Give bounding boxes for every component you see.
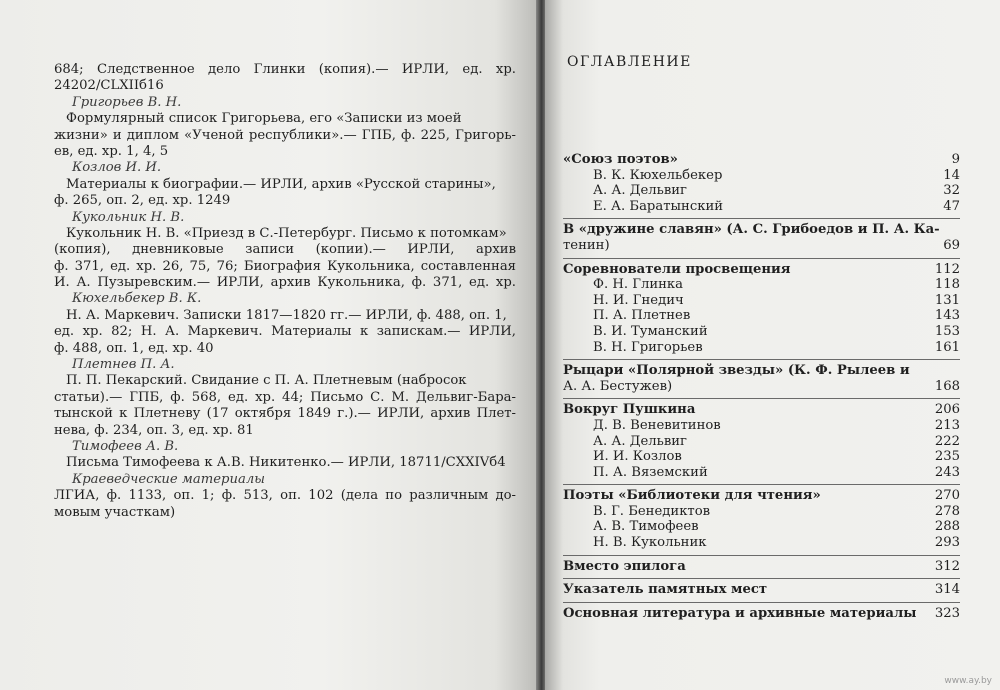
bibliography-line: Письма Тимофеева к А.В. Никитенко.— ИРЛИ, 18711/CXXIVб4: [66, 455, 506, 471]
toc-entry-title: Поэты «Библиотеки для чтения»: [563, 488, 821, 504]
toc-entry-title: Н. В. Кукольник: [593, 535, 707, 551]
toc-page-number: 206: [934, 402, 960, 418]
toc-entry-row: [563, 465, 960, 481]
section-heading: Кукольник Н. В.: [72, 209, 185, 225]
toc-page-number: 288: [934, 519, 960, 535]
section-heading: Краеведческие материалы: [72, 471, 265, 487]
toc-page-number: 47: [943, 198, 960, 214]
bibliography-list: [54, 62, 516, 521]
bibliography-line: 684; Следственное дело Глинки (копия).— ИРЛИ, ед. хр.: [54, 62, 516, 77]
bibliography-line: ев, ед. хр. 1, 4, 5: [54, 143, 169, 159]
toc-title: ОГЛАВЛЕНИЕ: [567, 54, 692, 70]
bibliography-line: нева, ф. 234, оп. 3, ед. хр. 81: [54, 422, 254, 438]
bibliography-line: жизни» и диплом «Ученой республики».— ГПБ, ф. 225, Григорь-: [54, 127, 516, 143]
toc-section-row: [563, 559, 960, 575]
toc-divider: [563, 398, 960, 399]
toc-section-row: [563, 222, 960, 238]
toc-section-row: [563, 363, 960, 379]
toc-page-number: 143: [934, 308, 960, 324]
toc-entry-row: [563, 535, 960, 551]
watermark: www.ay.by: [944, 676, 992, 686]
bibliography-line: Кукольник Н. В. «Приезд в С.-Петербург. Письмо к потомкам»: [66, 225, 507, 241]
bibliography-line: ф. 371, ед. хр. 26, 75, 76; Биография Кукольника, составленная: [54, 258, 516, 274]
toc-section-row: [563, 152, 960, 168]
toc-page-number: 278: [934, 503, 960, 519]
table-of-contents: [563, 152, 960, 621]
toc-entry-row: [563, 183, 960, 199]
toc-divider: [563, 218, 960, 219]
toc-entry-title: В. Г. Бенедиктов: [593, 503, 711, 519]
toc-entry-title: Вместо эпилога: [563, 558, 686, 574]
toc-section-row: [563, 262, 960, 278]
toc-section-row: [563, 488, 960, 504]
toc-page-number: 270: [934, 488, 960, 504]
bibliography-line: ф. 488, оп. 1, ед. хр. 40: [54, 340, 214, 356]
toc-entry-title: В «дружине славян» (А. С. Грибоедов и П. А. Ка-: [563, 222, 940, 238]
toc-entry-row: [563, 519, 960, 535]
section-heading: Тимофеев А. В.: [72, 438, 179, 454]
toc-page-number: 161: [934, 339, 960, 355]
toc-entry-title: «Союз поэтов»: [563, 152, 678, 167]
toc-page-number: 168: [934, 378, 960, 394]
section-heading: Кюхельбекер В. К.: [72, 291, 202, 307]
toc-entry-row: [563, 199, 960, 215]
bibliography-line: Формулярный список Григорьева, его «Записки из моей: [66, 111, 462, 127]
toc-entry-title: Соревнователи просвещения: [563, 261, 791, 277]
toc-divider: [563, 258, 960, 259]
toc-entry-title: Вокруг Пушкина: [563, 402, 696, 418]
toc-page-number: 222: [934, 433, 960, 449]
section-heading: Козлов И. И.: [72, 160, 162, 176]
bibliography-line: П. П. Пекарский. Свидание с П. А. Плетневым (набросок: [66, 373, 467, 389]
toc-page-number: 213: [934, 417, 960, 433]
toc-entry-row: [563, 324, 960, 340]
toc-divider: [563, 484, 960, 485]
toc-page-number: 153: [934, 323, 960, 339]
toc-entry-row: [563, 379, 960, 395]
toc-page-number: 235: [934, 449, 960, 465]
bibliography-line: тынской к Плетневу (17 октября 1849 г.).— ИРЛИ, архив Плет-: [54, 406, 516, 422]
toc-section-row: [563, 582, 960, 598]
toc-entry-row: [563, 504, 960, 520]
section-heading: Плетнев П. А.: [72, 357, 175, 373]
toc-entry-row: [563, 418, 960, 434]
toc-entry-row: [563, 308, 960, 324]
toc-entry-title: Н. И. Гнедич: [593, 292, 684, 308]
toc-page-number: 314: [934, 582, 960, 598]
toc-divider: [563, 555, 960, 556]
toc-page-number: 312: [934, 558, 960, 574]
toc-entry-title: А. А. Дельвиг: [593, 433, 687, 449]
toc-page-number: 323: [934, 605, 960, 621]
toc-page-number: 14: [943, 167, 960, 183]
bibliography-line: ф. 265, оп. 2, ед. хр. 1249: [54, 193, 231, 209]
toc-page-number: 118: [934, 277, 960, 293]
toc-entry-title: И. И. Козлов: [593, 449, 682, 465]
toc-entry-title: Д. В. Веневитинов: [593, 417, 721, 433]
toc-entry-title: Рыцари «Полярной звезды» (К. Ф. Рылеев и: [563, 363, 910, 379]
toc-entry-title: В. К. Кюхельбекер: [593, 167, 723, 183]
toc-entry-row: [563, 238, 960, 254]
toc-divider: [563, 578, 960, 579]
toc-entry-title: П. А. Вяземский: [593, 464, 708, 480]
right-page: [545, 0, 1000, 690]
toc-entry-title: А. А. Бестужев): [563, 378, 673, 394]
toc-divider: [563, 359, 960, 360]
toc-entry-title: А. А. Дельвиг: [593, 183, 687, 199]
toc-page-number: 131: [934, 292, 960, 308]
toc-entry-title: Основная литература и архивные материалы: [563, 605, 917, 621]
toc-entry-row: [563, 277, 960, 293]
toc-page-number: 293: [934, 535, 960, 551]
toc-entry-title: В. И. Туманский: [593, 323, 708, 339]
bibliography-line: Материалы к биографии.— ИРЛИ, архив «Русской старины»,: [66, 176, 496, 192]
toc-entry-title: Ф. Н. Глинка: [593, 277, 684, 293]
toc-page-number: 32: [943, 183, 960, 199]
toc-section-row: [563, 402, 960, 418]
toc-entry-title: Е. А. Баратынский: [593, 198, 724, 214]
toc-entry-row: [563, 168, 960, 184]
toc-entry-row: [563, 293, 960, 309]
toc-entry-row: [563, 434, 960, 450]
toc-entry-row: [563, 449, 960, 465]
toc-entry-title: А. В. Тимофеев: [593, 519, 699, 535]
toc-entry-row: [563, 340, 960, 356]
toc-page-number: 243: [934, 464, 960, 480]
toc-page-number: 9: [951, 152, 960, 167]
toc-section-row: [563, 606, 960, 622]
toc-divider: [563, 602, 960, 603]
bibliography-line: 24202/CLXIIб16: [54, 78, 164, 94]
bibliography-line: ед. хр. 82; Н. А. Маркевич. Материалы к запискам.— ИРЛИ,: [54, 324, 516, 340]
toc-page-number: 112: [934, 261, 960, 277]
toc-entry-title: В. Н. Григорьев: [593, 339, 703, 355]
toc-entry-title: тенин): [563, 237, 610, 253]
toc-page-number: 69: [943, 237, 960, 253]
bibliography-line: статьи).— ГПБ, ф. 568, ед. хр. 44; Письмо С. М. Дельвиг-Бара-: [54, 389, 516, 405]
bibliography-line: И. А. Пузыревским.— ИРЛИ, архив Кукольника, ф. 371, ед. хр.: [54, 275, 516, 291]
section-heading: Григорьев В. Н.: [72, 94, 182, 110]
bibliography-line: ЛГИА, ф. 1133, оп. 1; ф. 513, оп. 102 (дела по различным до-: [54, 488, 516, 504]
toc-entry-title: П. А. Плетнев: [593, 308, 691, 324]
bibliography-line: Н. А. Маркевич. Записки 1817—1820 гг.— ИРЛИ, ф. 488, оп. 1,: [66, 307, 507, 323]
toc-entry-title: Указатель памятных мест: [563, 582, 768, 598]
bibliography-line: мовым участкам): [54, 504, 176, 520]
bibliography-line: (копия), дневниковые записи (копии).— ИРЛИ, архив: [54, 242, 516, 258]
